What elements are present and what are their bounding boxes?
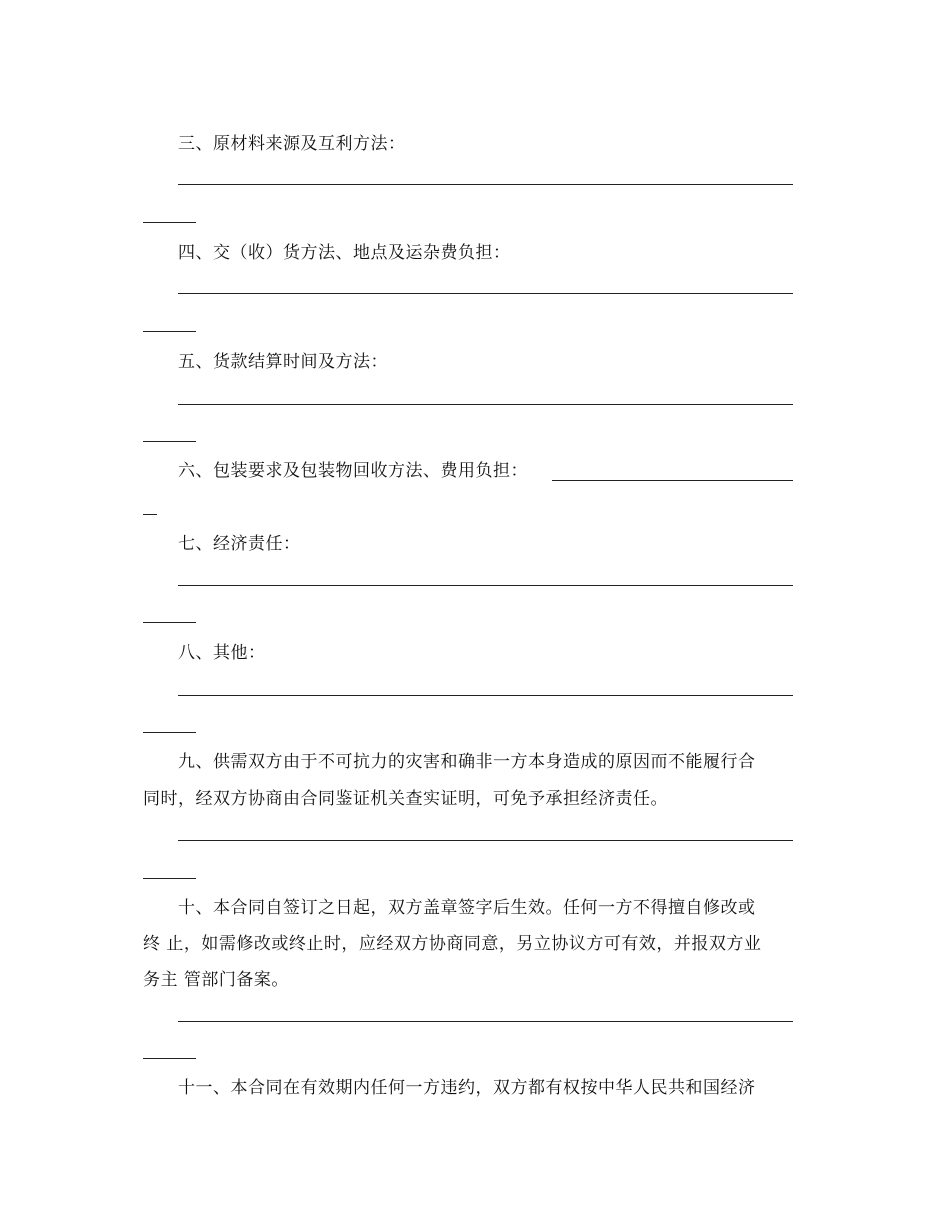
section-9-line-2: 同时，经双方协商由合同鉴证机关查实证明，可免予承担经济责任。 bbox=[143, 789, 668, 809]
section-10-fill-line bbox=[178, 1021, 793, 1022]
section-3-heading: 三、原材料来源及互利方法： bbox=[178, 134, 406, 154]
section-4-heading: 四、交（收）货方法、地点及运杂费负担： bbox=[178, 243, 511, 263]
section-9-fill-line bbox=[178, 840, 793, 841]
section-10-line-1: 十、本合同自签订之日起，双方盖章签字后生效。任何一方不得擅自修改或 bbox=[178, 898, 756, 918]
section-8-fill-line bbox=[178, 695, 793, 696]
section-7-heading: 七、经济责任： bbox=[178, 534, 301, 554]
section-3-fill-line-end bbox=[143, 222, 196, 223]
section-7-fill-line-end bbox=[143, 622, 196, 623]
section-6-fill-line bbox=[552, 480, 793, 481]
section-6-fill-line-end bbox=[143, 514, 157, 515]
section-11-line-1: 十一、本合同在有效期内任何一方违约，双方都有权按中华人民共和国经济 bbox=[178, 1078, 756, 1098]
section-4-fill-line-end bbox=[143, 331, 196, 332]
section-9-line-1: 九、供需双方由于不可抗力的灾害和确非一方本身造成的原因而不能履行合 bbox=[178, 752, 756, 772]
section-6-heading: 六、包装要求及包装物回收方法、费用负担： bbox=[178, 461, 528, 481]
section-7-fill-line bbox=[178, 585, 793, 586]
section-10-line-2: 终 止，如需修改或终止时，应经双方协商同意，另立协议方可有效，并报双方业 bbox=[143, 934, 762, 954]
section-3-fill-line bbox=[178, 184, 793, 185]
section-10-line-3: 务主 管部门备案。 bbox=[143, 970, 289, 990]
section-5-fill-line-end bbox=[143, 441, 196, 442]
section-5-fill-line bbox=[178, 404, 793, 405]
section-4-fill-line bbox=[178, 293, 793, 294]
section-5-heading: 五、货款结算时间及方法： bbox=[178, 352, 388, 372]
section-9-fill-line-end bbox=[143, 878, 196, 879]
section-8-fill-line-end bbox=[143, 732, 196, 733]
section-8-heading: 八、其他： bbox=[178, 643, 266, 663]
section-10-fill-line-end bbox=[143, 1058, 196, 1059]
